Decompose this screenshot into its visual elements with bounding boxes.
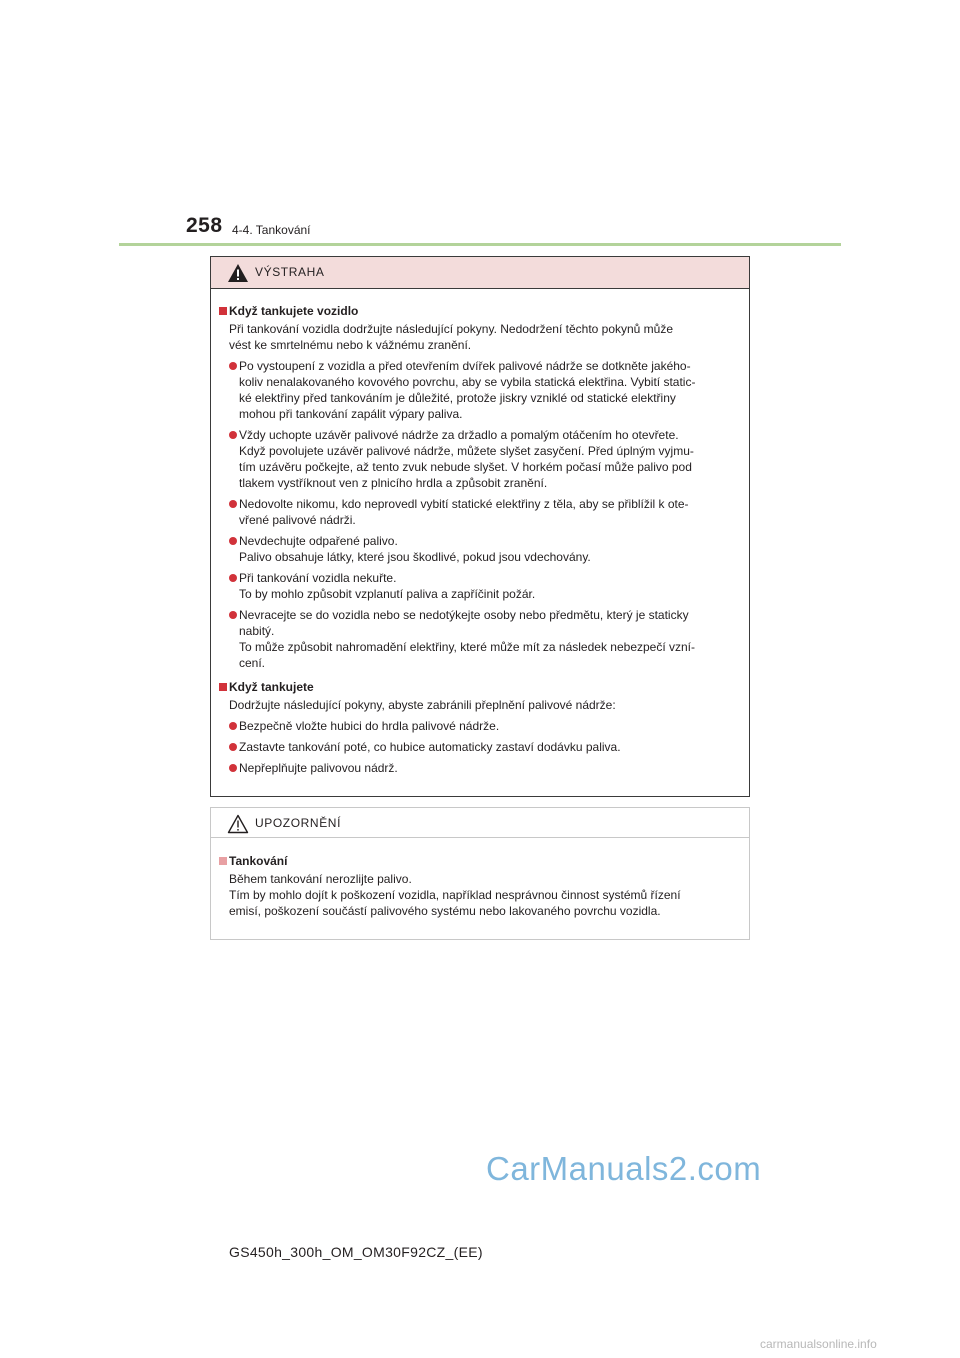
warning-triangle-icon — [227, 263, 249, 283]
list-item: Vždy uchopte uzávěr palivové nádrže za držadlo a pomalým otáčením ho otevřete. Když povolujete uzávěr palivové nádrže, můžete slyšet zasyčení. Před úplným vyjmu- tím uzávěru počkejte, až tento zvuk nebude slyšet. V horkém počasí může palivo pod tlakem vystříknout ven z plnicího hrdla a způsobit zranění. — [219, 427, 741, 491]
caution-body — [211, 838, 749, 919]
caution-title: UPOZORNĚNÍ — [255, 816, 342, 830]
round-bullet-icon — [229, 764, 237, 772]
section-heading: Tankování — [219, 853, 741, 869]
warning-body — [211, 289, 749, 776]
list-item: Nepřeplňujte palivovou nádrž. — [219, 760, 741, 776]
round-bullet-icon — [229, 722, 237, 730]
round-bullet-icon — [229, 743, 237, 751]
round-bullet-icon — [229, 431, 237, 439]
watermark-logo: CarManuals2.com — [486, 1150, 762, 1187]
round-bullet-icon — [229, 362, 237, 370]
document-code: GS450h_300h_OM_OM30F92CZ_(EE) — [229, 1244, 483, 1260]
paragraph: Dodržujte následující pokyny, abyste zabránili přeplnění palivové nádrže: — [229, 698, 616, 712]
list-item: Zastavte tankování poté, co hubice automaticky zastaví dodávku paliva. — [219, 739, 741, 755]
section-title: 4-4. Tankování — [232, 223, 311, 237]
paragraph: Během tankování nerozlijte palivo. Tím by mohlo dojít k poškození vozidla, například nesprávnou činnost systémů řízení emisí, poškození součástí palivového systému nebo lakovaného povrchu vozidla. — [229, 872, 681, 918]
caution-box — [210, 807, 750, 940]
caution-triangle-icon — [227, 814, 249, 834]
section-heading: Když tankujete — [219, 679, 741, 695]
round-bullet-icon — [229, 611, 237, 619]
round-bullet-icon — [229, 537, 237, 545]
warning-header — [211, 257, 749, 289]
list-item: Nedovolte nikomu, kdo neprovedl vybití statické elektřiny z těla, aby se přiblížil k ote- vřené palivové nádrži. — [219, 496, 741, 528]
list-item: Po vystoupení z vozidla a před otevřením dvířek palivové nádrže se dotkněte jakého- koliv nenalakovaného kovového povrchu, aby se vybila statická elektřina. Vybití static- ké elektřiny před tankováním je důležité, protože jiskry vzniklé od statické elektřiny mohou při tankování zapálit výpary paliva. — [219, 358, 741, 422]
header-rule — [119, 243, 841, 246]
list-item: Bezpečně vložte hubici do hrdla palivové nádrže. — [219, 718, 741, 734]
watermark-corner: carmanualsonline.info — [760, 1337, 877, 1351]
square-bullet-icon — [219, 683, 227, 691]
round-bullet-icon — [229, 500, 237, 508]
list-item: Při tankování vozidla nekuřte. To by mohlo způsobit vzplanutí paliva a zapříčinit požár. — [219, 570, 741, 602]
paragraph: Při tankování vozidla dodržujte následující pokyny. Nedodržení těchto pokynů může vést ke smrtelnému nebo k vážnému zranění. — [229, 322, 674, 352]
warning-title: VÝSTRAHA — [255, 265, 325, 279]
list-item: Nevracejte se do vozidla nebo se nedotýkejte osoby nebo předmětu, který je staticky nabitý. To může způsobit nahromadění elektřiny, které může mít za následek nebezpečí vzní- cení. — [219, 607, 741, 671]
caution-header — [211, 808, 749, 838]
square-bullet-icon — [219, 857, 227, 865]
page-number: 258 — [186, 214, 223, 237]
section-heading: Když tankujete vozidlo — [219, 303, 741, 319]
square-bullet-icon — [219, 307, 227, 315]
round-bullet-icon — [229, 574, 237, 582]
list-item: Nevdechujte odpařené palivo. Palivo obsahuje látky, které jsou škodlivé, pokud jsou vdechovány. — [219, 533, 741, 565]
warning-box — [210, 256, 750, 797]
